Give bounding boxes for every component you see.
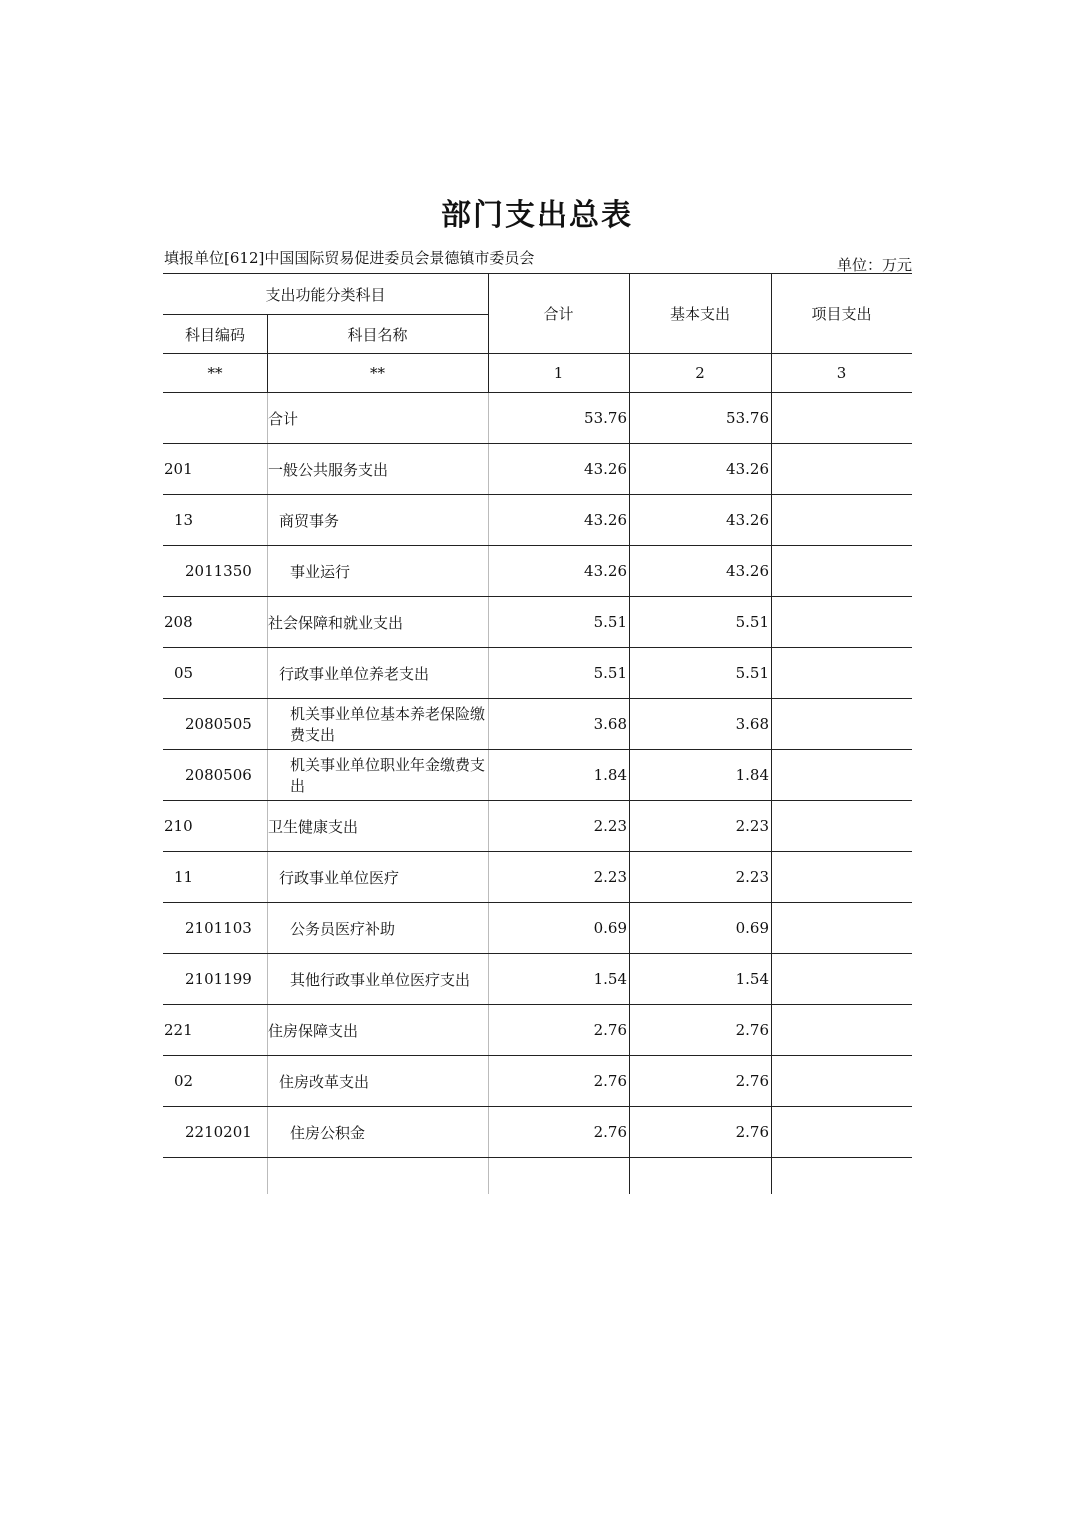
row-code: 221 <box>164 1021 193 1039</box>
col-line <box>488 444 489 494</box>
header-basic: 基本支出 <box>669 305 730 323</box>
page-title: 部门支出总表 <box>441 198 633 233</box>
col-line <box>771 393 772 443</box>
col-line <box>629 750 630 800</box>
row-basic: 3.68 <box>735 715 769 733</box>
header-total: 合计 <box>543 305 574 323</box>
row-total: 0.69 <box>593 919 627 937</box>
table-row <box>163 800 912 851</box>
row-basic: 5.51 <box>735 664 769 682</box>
col-line <box>267 648 268 698</box>
col-line <box>771 1158 772 1194</box>
row-name: 事业运行 <box>290 562 351 581</box>
col-line <box>629 1107 630 1157</box>
row-basic: 2.23 <box>735 817 769 835</box>
row-code: 2210201 <box>185 1123 252 1141</box>
row-total: 43.26 <box>584 511 627 529</box>
header-code: 科目编码 <box>184 325 245 344</box>
row-name: 住房保障支出 <box>268 1021 359 1040</box>
row-project <box>771 1056 912 1106</box>
row-total: 43.26 <box>584 562 627 580</box>
index-total: 1 <box>553 364 564 382</box>
col-line <box>771 597 772 647</box>
row-project <box>771 597 912 647</box>
col-line <box>488 1005 489 1055</box>
index-code: ** <box>207 364 223 382</box>
row-code: 05 <box>174 664 194 682</box>
col-line <box>629 495 630 545</box>
col-line <box>267 750 268 800</box>
row-project <box>771 1107 912 1157</box>
row-basic: 1.54 <box>735 970 769 988</box>
col-line <box>267 903 268 953</box>
row-project <box>771 444 912 494</box>
row-name: 机关事业单位职业年金缴费支出 <box>290 756 486 795</box>
row-code: 02 <box>174 1072 194 1090</box>
col-line <box>771 444 772 494</box>
index-name: ** <box>370 364 385 382</box>
col-line <box>267 495 268 545</box>
row-code: 2080505 <box>185 715 252 733</box>
row-code <box>163 393 267 443</box>
row-total: 53.76 <box>584 409 627 427</box>
row-basic: 43.26 <box>726 460 769 478</box>
row-name: 行政事业单位养老支出 <box>279 664 430 683</box>
row-name: 商贸事务 <box>279 511 340 530</box>
row-name: 行政事业单位医疗 <box>279 868 400 887</box>
row-total: 2.76 <box>593 1123 627 1141</box>
row-total: 2.23 <box>593 817 627 835</box>
header-group: 支出功能分类科目 <box>265 285 386 304</box>
table-tail <box>163 1158 912 1194</box>
row-name: 一般公共服务支出 <box>268 460 389 479</box>
col-line <box>488 495 489 545</box>
row-code: 2101103 <box>185 919 252 937</box>
col-line <box>771 1005 772 1055</box>
col-line <box>629 393 630 443</box>
row-name: 公务员医疗补助 <box>290 919 396 938</box>
row-name: 机关事业单位基本养老保险缴费支出 <box>290 705 486 744</box>
col-line <box>488 1056 489 1106</box>
col-line <box>267 1158 268 1194</box>
row-code: 13 <box>174 511 194 529</box>
col-line <box>488 801 489 851</box>
col-line <box>629 852 630 902</box>
table-row <box>163 1055 912 1106</box>
row-basic: 43.26 <box>726 562 769 580</box>
col-line <box>771 546 772 596</box>
row-project <box>771 954 912 1004</box>
col-line <box>488 546 489 596</box>
col-line <box>267 699 268 749</box>
col-line <box>488 393 489 443</box>
row-project <box>771 801 912 851</box>
row-basic: 5.51 <box>735 613 769 631</box>
col-line <box>629 903 630 953</box>
table-row <box>163 443 912 494</box>
col-line <box>629 1158 630 1194</box>
col-line <box>629 954 630 1004</box>
col-line <box>629 699 630 749</box>
row-total: 2.23 <box>593 868 627 886</box>
col-line <box>488 852 489 902</box>
col-line <box>629 1005 630 1055</box>
row-project <box>771 1005 912 1055</box>
row-project <box>771 699 912 749</box>
row-code: 201 <box>164 460 193 478</box>
row-total: 3.68 <box>593 715 627 733</box>
row-project <box>771 393 912 443</box>
col-line <box>771 1107 772 1157</box>
col-line <box>771 954 772 1004</box>
table-row <box>163 749 912 800</box>
col-line <box>267 852 268 902</box>
row-basic: 2.76 <box>735 1021 769 1039</box>
col-line <box>267 801 268 851</box>
table-row <box>163 494 912 545</box>
row-name: 卫生健康支出 <box>268 817 359 836</box>
col-line <box>771 852 772 902</box>
row-name: 其他行政事业单位医疗支出 <box>290 970 471 989</box>
row-code: 210 <box>164 817 193 835</box>
col-line <box>267 597 268 647</box>
row-project <box>771 852 912 902</box>
col-line <box>488 903 489 953</box>
row-project <box>771 903 912 953</box>
col-line <box>771 801 772 851</box>
table-body <box>163 392 912 1158</box>
expenditure-table <box>163 273 912 1194</box>
row-basic: 2.76 <box>735 1123 769 1141</box>
table-row <box>163 953 912 1004</box>
col-line <box>629 597 630 647</box>
row-total: 1.54 <box>593 970 627 988</box>
row-total: 5.51 <box>593 613 627 631</box>
row-project <box>771 648 912 698</box>
col-line <box>629 546 630 596</box>
row-total: 1.84 <box>593 766 627 784</box>
row-basic: 43.26 <box>726 511 769 529</box>
col-line <box>771 495 772 545</box>
row-code: 11 <box>174 868 194 886</box>
row-total: 2.76 <box>593 1072 627 1090</box>
col-line <box>267 546 268 596</box>
col-line <box>771 274 772 392</box>
table-row <box>163 902 912 953</box>
col-line <box>488 648 489 698</box>
row-name: 住房改革支出 <box>279 1072 370 1091</box>
header-project: 项目支出 <box>811 305 872 323</box>
header-name: 科目名称 <box>347 325 408 344</box>
table-row <box>163 545 912 596</box>
row-code: 2080506 <box>185 766 252 784</box>
col-line <box>629 801 630 851</box>
col-line <box>771 699 772 749</box>
col-line <box>629 1056 630 1106</box>
col-line <box>488 750 489 800</box>
table-row <box>163 596 912 647</box>
col-line <box>267 1005 268 1055</box>
reporting-unit: 填报单位[612]中国国际贸易促进委员会景德镇市委员会 <box>164 249 535 267</box>
row-basic: 1.84 <box>735 766 769 784</box>
index-project: 3 <box>836 364 847 382</box>
col-line <box>771 1056 772 1106</box>
col-line <box>488 954 489 1004</box>
row-code: 208 <box>164 613 193 631</box>
row-total: 5.51 <box>593 664 627 682</box>
col-line <box>771 648 772 698</box>
col-line <box>267 954 268 1004</box>
table-row <box>163 392 912 443</box>
col-line <box>267 1107 268 1157</box>
table-row <box>163 647 912 698</box>
row-basic: 0.69 <box>735 919 769 937</box>
row-project <box>771 546 912 596</box>
row-project <box>771 750 912 800</box>
row-project <box>771 495 912 545</box>
row-code: 2011350 <box>185 562 252 580</box>
row-basic: 2.76 <box>735 1072 769 1090</box>
table-row <box>163 1106 912 1157</box>
table-row <box>163 1004 912 1055</box>
col-line <box>771 750 772 800</box>
row-total: 43.26 <box>584 460 627 478</box>
col-line <box>629 444 630 494</box>
col-line <box>488 274 489 392</box>
row-basic: 53.76 <box>726 409 769 427</box>
col-line <box>488 699 489 749</box>
col-line <box>629 648 630 698</box>
col-line <box>488 1107 489 1157</box>
col-line <box>488 1158 489 1194</box>
row-total: 2.76 <box>593 1021 627 1039</box>
row-code: 2101199 <box>185 970 252 988</box>
index-basic: 2 <box>695 364 705 382</box>
row-name: 社会保障和就业支出 <box>268 613 404 632</box>
table-row <box>163 851 912 902</box>
col-line <box>488 597 489 647</box>
currency-unit: 单位：万元 <box>836 256 912 274</box>
col-line <box>267 393 268 443</box>
table-header <box>163 273 912 392</box>
col-line <box>771 903 772 953</box>
col-line <box>629 274 630 392</box>
row-basic: 2.23 <box>735 868 769 886</box>
row-name: 住房公积金 <box>290 1123 366 1142</box>
col-line <box>267 1056 268 1106</box>
col-line <box>267 444 268 494</box>
row-name: 合计 <box>268 409 299 428</box>
col-line <box>267 315 268 392</box>
table-row <box>163 698 912 749</box>
